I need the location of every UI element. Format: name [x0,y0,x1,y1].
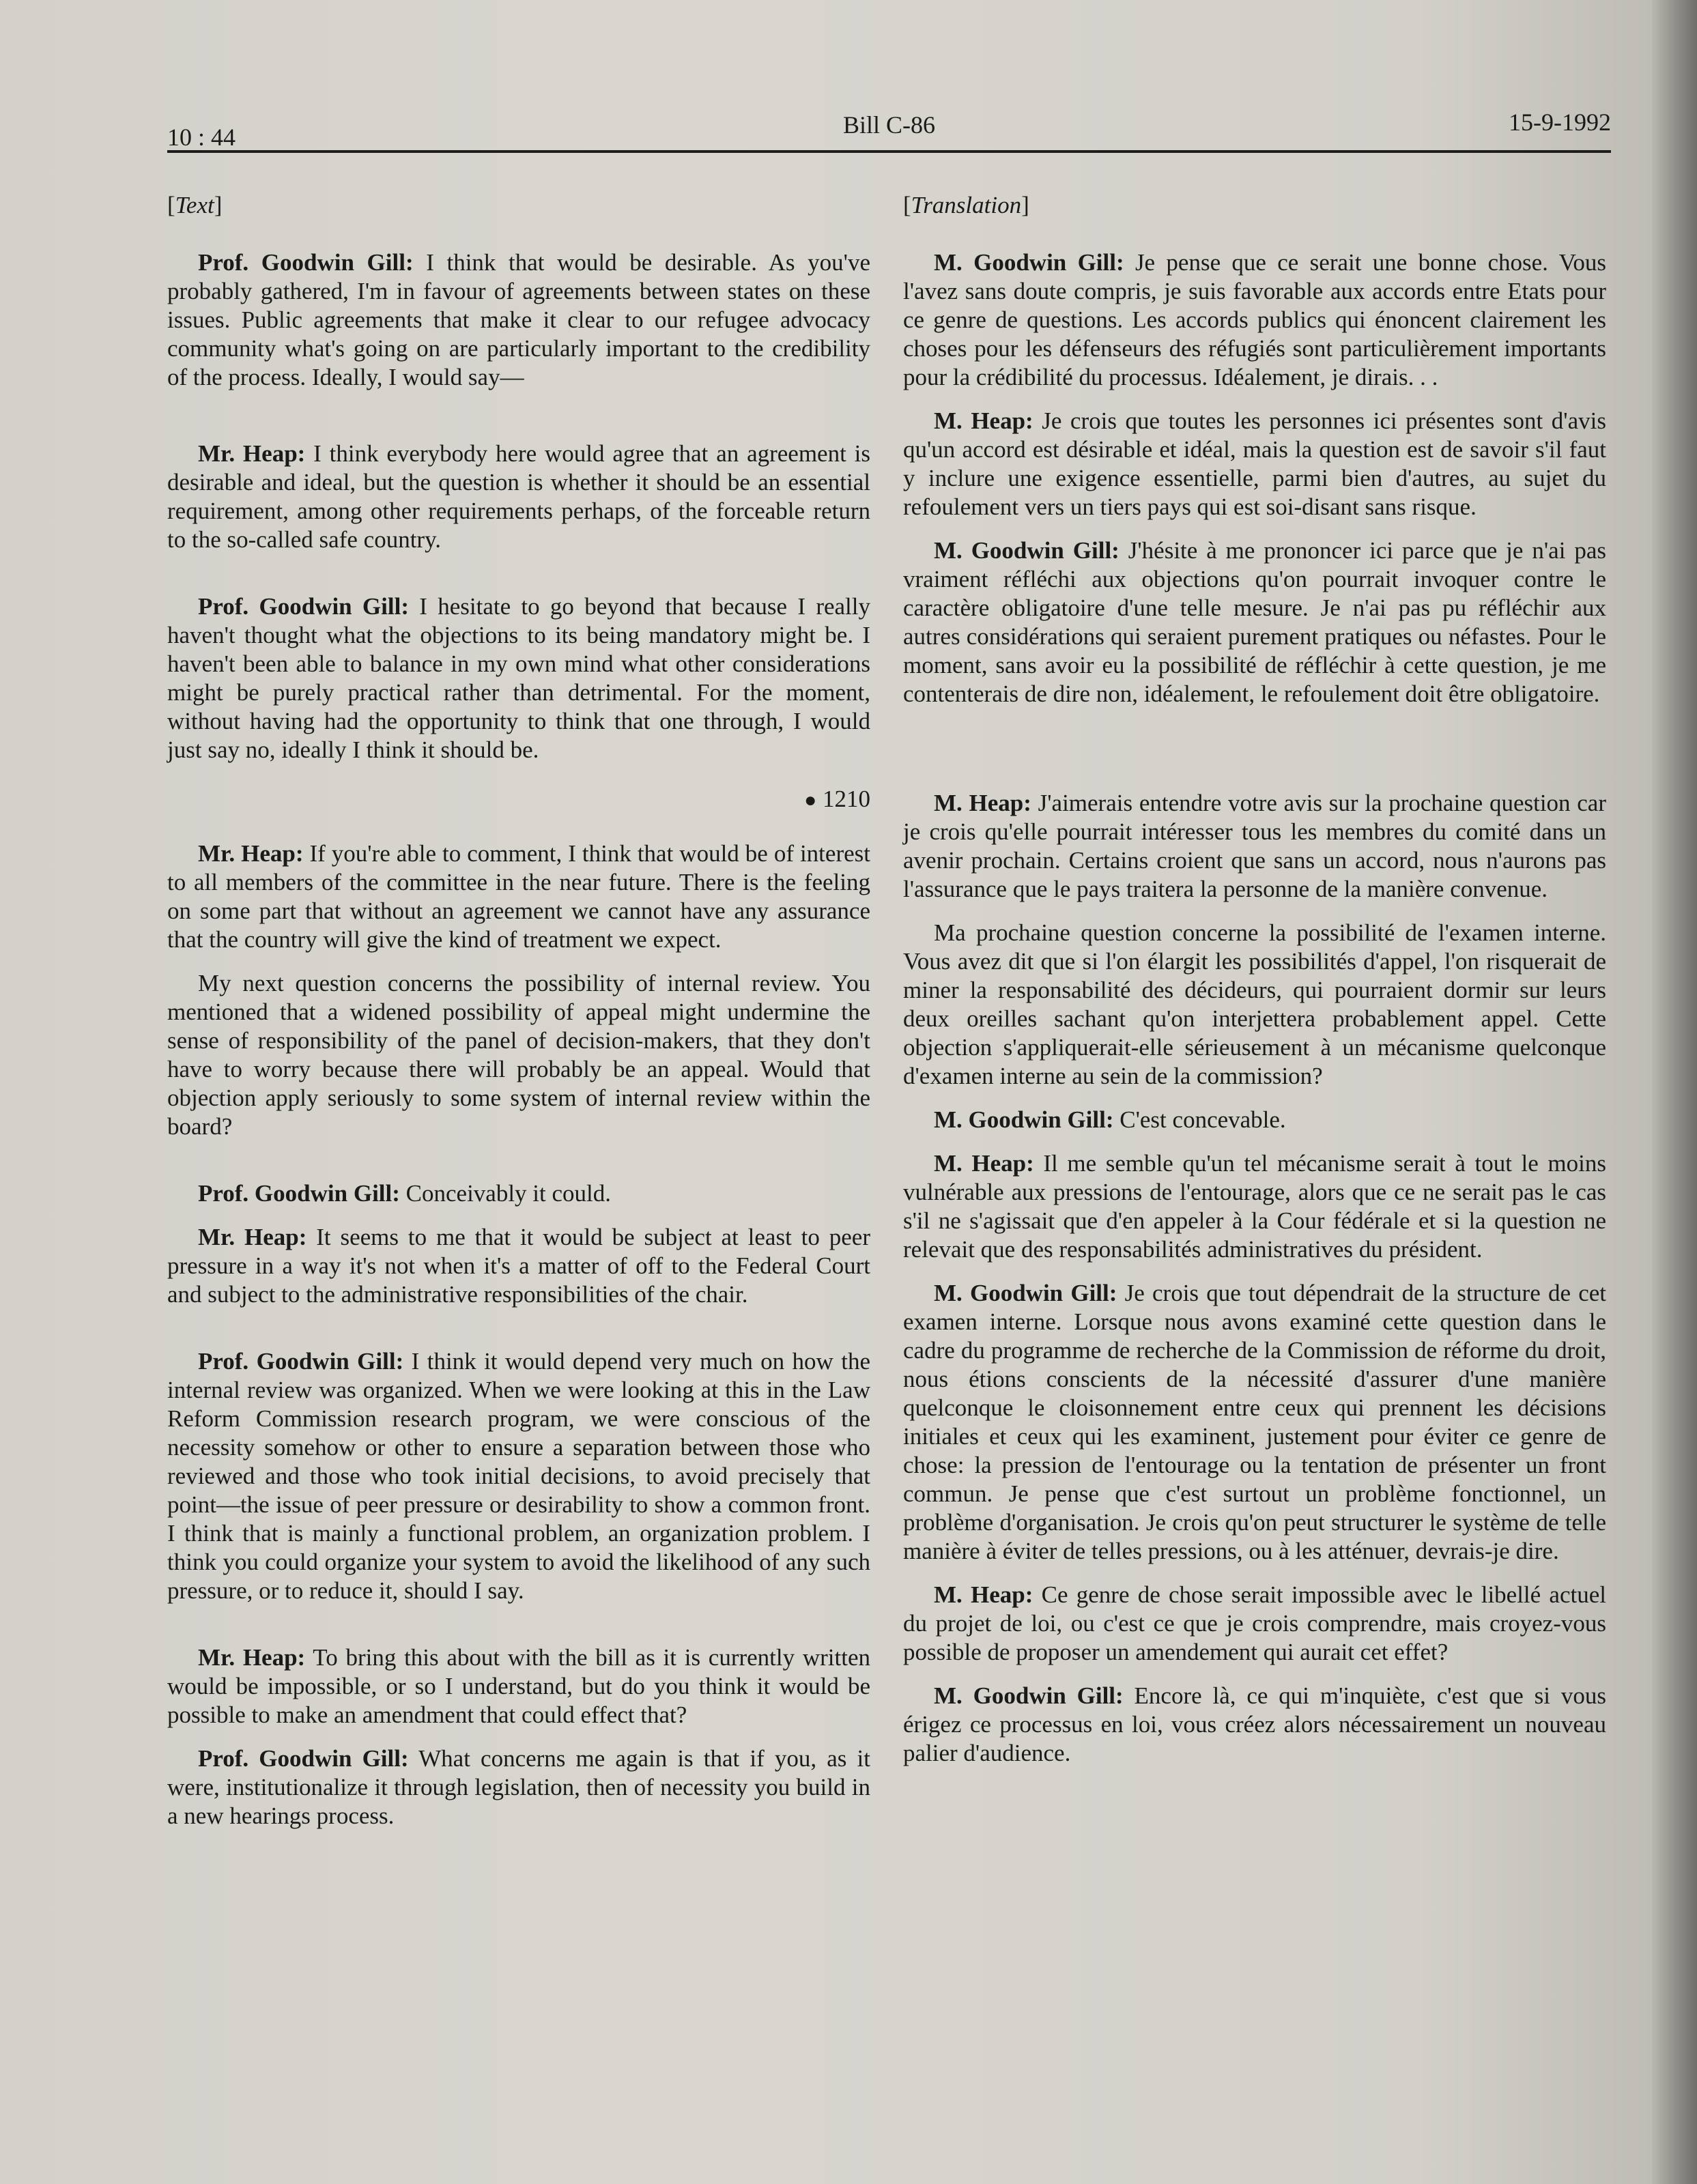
fr-paragraph [903,407,1606,521]
page-edge-shadow [1652,0,1697,2184]
fr-paragraph [903,1279,1606,1566]
speech-text: I think that would be desirable. As you've probably gathered, I'm in favour of agreements between states on these issues. Public agreements that make it clear to our refugee advocacy community what's going on are particularly important to the credibility of the process. Ideally, I would say— [167,249,870,390]
en-paragraph [167,592,870,764]
speech-text: I hesitate to go beyond that because I really haven't thought what the objections to its being mandatory might be. I haven't been able to balance in my own mind what other considerations might be purely practical rather than detrimental. For the moment, without having had the opportunity to think that one through, I would just say no, ideally I think it should be. [167,593,870,763]
speech-text: Je crois que toutes les personnes ici présentes sont d'avis qu'un accord est désirable et idéal, mais la question est de savoir s'il faut y inclure une exigence essentielle, parmi bien d'autres, au sujet du refoulement vers un tiers pays qui est soi-disant sans risque. [903,407,1606,520]
speaker-name: Mr. Heap: [198,440,306,467]
speaker-name: Prof. Goodwin Gill: [198,1348,404,1375]
fr-paragraph [903,1581,1606,1667]
page-number: 10 : 44 [167,124,236,151]
speaker-name: Prof. Goodwin Gill: [198,593,409,620]
speech-text: Il me semble qu'un tel mécanisme serait à tout le moins vulnérable aux pressions de l'entourage, alors que ce ne serait pas le cas s'il ne s'agissait que d'en appeler à la Cour fédérale et si la question ne relevait que des responsabilités administratives du président. [903,1150,1606,1263]
french-column [903,191,1606,1768]
en-paragraph [167,1347,870,1605]
fr-paragraph [903,1106,1606,1134]
bullet-icon: ● [804,789,817,811]
speech-text: It seems to me that it would be subject at least to peer pressure in a way it's not when it's a matter of off to the Federal Court and subject to the administrative responsibilities of the chair. [167,1224,870,1308]
speaker-name: Mr. Heap: [198,1224,307,1250]
speech-text: J'aimerais entendre votre avis sur la prochaine question car je crois qu'elle pourrait intéresser tous les membres du comité dans un avenir prochain. Certains croient que sans un accord, nous n'aurons pas l'assurance que le pays traitera la personne de la manière convenue. [903,790,1606,902]
fr-paragraph [903,1149,1606,1264]
speech-text: I think everybody here would agree that an agreement is desirable and ideal, but the question is whether it should be an essential requirement, among other requirements perhaps, of the forceable return to the so-called safe country. [167,440,870,553]
en-paragraph [167,839,870,954]
speech-text: Je crois que tout dépendrait de la structure de cet examen interne. Lorsque nous avons examiné cette question dans le cadre du programme de recherche de la Commission de réforme du droit, nous étions conscients de la nécessité d'assurer d'une manière quelconque le cloisonnement entre ceux qui prennent les décisions initiales et ceux qui les examinent, justement pour éviter ce genre de chose: la pression de l'entourage ou la tentation de présenter un front commun. Je pense que c'est surtout un problème fonctionnel, un problème d'organisation. Je crois qu'on peut structurer le système de telle manière à éviter de telles pressions, ou à les atténuer, devrais-je dire. [903,1280,1606,1564]
en-paragraph [167,248,870,392]
speaker-name: M. Heap: [934,1581,1033,1608]
speaker-name: M. Goodwin Gill: [934,1682,1124,1709]
en-paragraph [167,1643,870,1729]
speaker-name: M. Heap: [934,790,1031,816]
speech-text: Je pense que ce serait une bonne chose. Vous l'avez sans doute compris, je suis favorable aux accords entre Etats pour ce genre de questions. Les accords publics qui énoncent clairement les choses pour les défenseurs des réfugiés sont particulièrement importants pour la crédibilité du processus. Idéalement, je dirais. . . [903,249,1606,390]
speech-text: To bring this about with the bill as it is currently written would be impossible, or so I understand, but do you think it would be possible to make an amendment that could effect that? [167,1644,870,1728]
speaker-name: Mr. Heap: [198,1644,306,1671]
speech-text: Encore là, ce qui m'inquiète, c'est que si vous érigez ce processus en loi, vous créez alors nécessairement un nouveau palier d'audience. [903,1682,1606,1766]
page-header [167,102,1611,153]
translation-tag: [Translation] [903,192,1029,218]
text-tag: [Text] [167,192,223,218]
bill-title: Bill C-86 [842,111,936,139]
speech-text: I think it would depend very much on how the internal review was organized. When we were looking at this in the Law Reform Commission research program, we were conscious of the necessity somehow or other to ensure a separation between those who reviewed and those who took initial decisions, to avoid precisely that point—the issue of peer pressure or desirability to show a common front. I think that is mainly a functional problem, an organization problem. I think you could organize your system to avoid the likelihood of any such pressure, or to reduce it, should I say. [167,1348,870,1604]
sitting-date: 15-9-1992 [1509,109,1611,136]
en-paragraph [167,1223,870,1309]
en-paragraph [167,440,870,554]
en-paragraph [167,1744,870,1830]
en-paragraph [167,969,870,1141]
english-column [167,191,870,1830]
speech-text: Ma prochaine question concerne la possibilité de l'examen interne. Vous avez dit que si l'on élargit les possibilités d'appel, l'on risquerait de miner la responsabilité des décideurs, qui pourraient dormir sur leurs deux oreilles sachant qu'on interjettera probablement appel. Cette objection s'appliquerait-elle sérieusement à un mécanisme quelconque d'examen interne au sein de la commission? [903,919,1606,1089]
speaker-name: M. Goodwin Gill: [934,1106,1114,1133]
speech-text: My next question concerns the possibility of internal review. You mentioned that a widened possibility of appeal might undermine the sense of responsibility of the panel of decision-makers, that they don't have to worry because there will probably be an appeal. Would that objection apply seriously to some system of internal review within the board? [167,970,870,1140]
speaker-name: Prof. Goodwin Gill: [198,1180,400,1207]
speech-text: C'est concevable. [1113,1106,1286,1133]
speaker-name: M. Heap: [934,1150,1034,1177]
speaker-name: Prof. Goodwin Gill: [198,1745,409,1772]
en-paragraph [167,1179,870,1208]
fr-paragraph [903,789,1606,904]
speech-text: J'hésite à me prononcer ici parce que je n'ai pas vraiment réfléchi aux objections qu'on pourrait invoquer contre le caractère obligatoire d'une telle mesure. Je n'ai pas pu réfléchir aux autres considérations qui seraient purement pratiques ou néfastes. Pour le moment, sans avoir eu la possibilité de réfléchir à cette question, je me contenterais de dire non, idéalement, le refoulement doit être obligatoire. [903,537,1606,707]
speech-text: What concerns me again is that if you, as it were, institutionalize it through legislation, then of necessity you build in a new hearings process. [167,1745,870,1829]
time-marker: ● 1210 [804,786,870,812]
speaker-name: Mr. Heap: [198,840,304,867]
speech-text: Conceivably it could. [399,1180,612,1207]
speaker-name: M. Goodwin Gill: [934,249,1124,276]
fr-paragraph [903,248,1606,392]
speaker-name: M. Heap: [934,407,1033,434]
speaker-name: M. Goodwin Gill: [934,537,1120,564]
fr-paragraph [903,919,1606,1091]
speaker-name: M. Goodwin Gill: [934,1280,1117,1306]
fr-paragraph [903,1682,1606,1768]
speech-text: Ce genre de chose serait impossible avec le libellé actuel du projet de loi, ou c'est ce que je crois comprendre, mais croyez-vous possible de proposer un amendement qui aurait cet effet? [903,1581,1606,1665]
speaker-name: Prof. Goodwin Gill: [198,249,414,276]
fr-paragraph [903,536,1606,708]
speech-text: If you're able to comment, I think that would be of interest to all members of the committee in the near future. There is the feeling on some part that without an agreement we cannot have any assurance that the country will give the kind of treatment we expect. [167,840,870,953]
